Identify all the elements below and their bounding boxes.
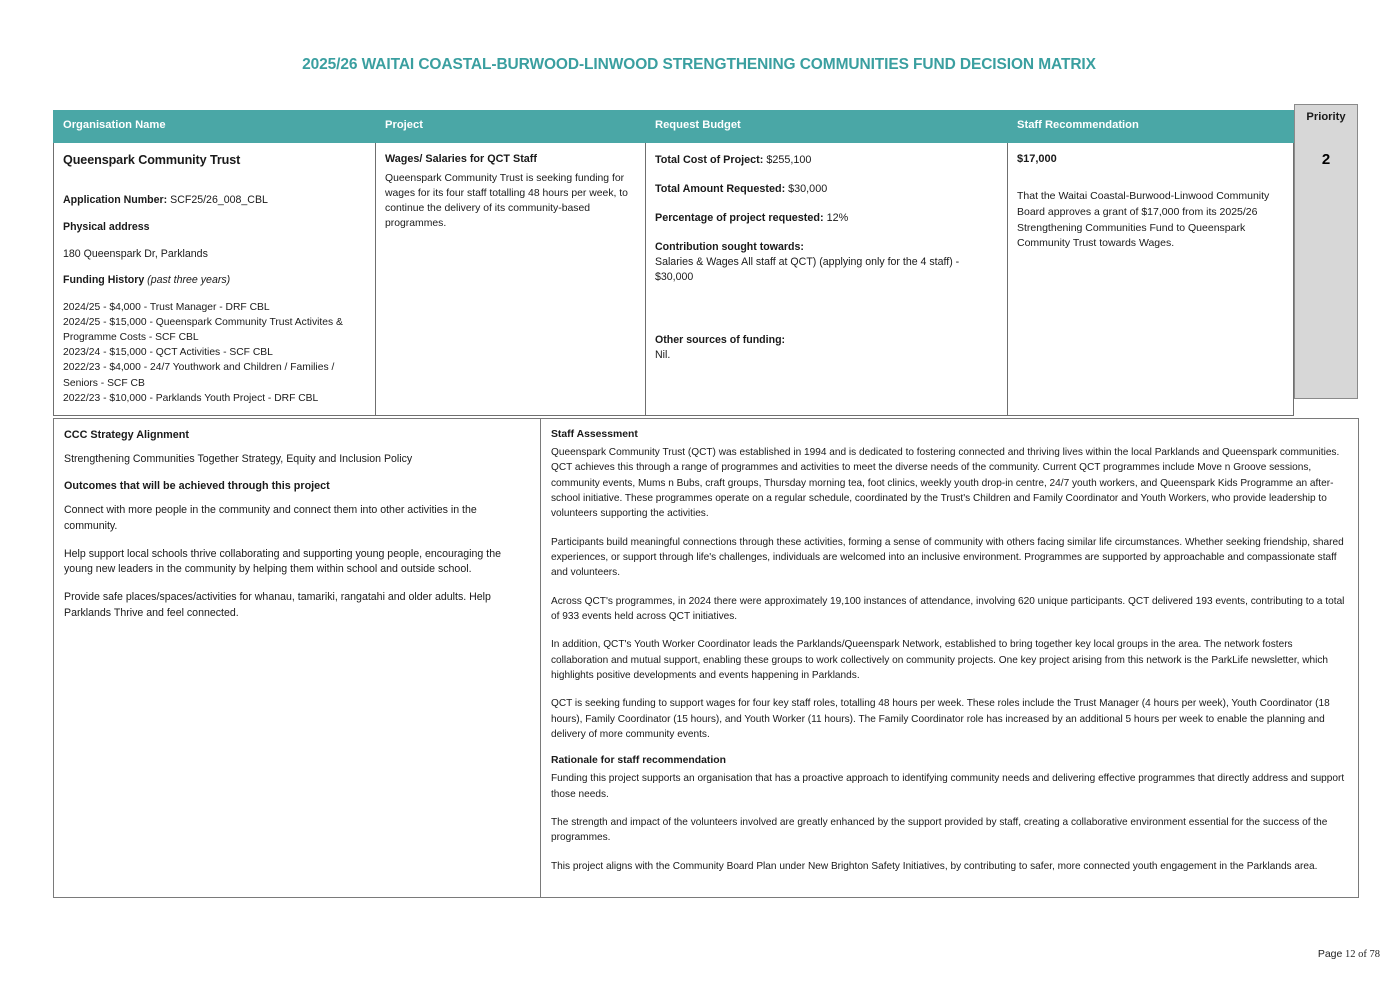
outcomes-heading: Outcomes that will be achieved through this project xyxy=(64,480,330,493)
strategy-heading: CCC Strategy Alignment xyxy=(64,429,189,441)
column-header-priority: Priority xyxy=(1306,111,1346,123)
rationale-heading: Rationale for staff recommendation xyxy=(551,755,726,767)
rationale-paragraph: This project aligns with the Community Board Plan under New Brighton Safety Initiatives, by contributing to safer, more connected youth engagement in the Parklands area. xyxy=(551,860,1318,872)
contribution-label: Contribution sought towards: xyxy=(655,241,804,254)
contribution-value: Salaries & Wages All staff at QCT) (applying only for the 4 staff) - $30,000 xyxy=(655,256,960,284)
recommendation-amount: $17,000 xyxy=(1017,153,1057,165)
percentage-of-project-requested xyxy=(655,211,998,226)
percentage-label: Percentage of project requested: xyxy=(655,212,824,225)
list-item: 2024/25 - $4,000 - Trust Manager - DRF CBL xyxy=(63,301,270,313)
detail-panels-table xyxy=(53,418,1359,898)
page-footer xyxy=(1318,948,1380,960)
outcome-item: Help support local schools thrive collaborating and supporting young people, encouraging the young new leaders in the community by helping them within school and outside school. xyxy=(64,547,501,575)
priority-value: 2 xyxy=(1321,151,1331,168)
percentage-value: 12% xyxy=(826,212,849,225)
column-header-request-budget: Request Budget xyxy=(646,111,1008,143)
assessment-paragraph: Across QCT's programmes, in 2024 there were approximately 19,100 instances of attendance, involving 620 unique participants. QCT delivered 193 events, contributing to a total of 933 events held across QCT initiatives. xyxy=(551,595,1345,622)
funding-history-list xyxy=(63,300,366,406)
decision-matrix-table xyxy=(53,110,1294,416)
application-number xyxy=(63,193,366,207)
assessment-paragraph: In addition, QCT's Youth Worker Coordinator leads the Parklands/Queenspark Network, established to bring together key local groups in the area. The network fosters collaboration and mutual support, enabling these groups to work collectively on community projects. One key project arising from this network is the ParkLife newsletter, which highlights positive developments and events happening in Parklands. xyxy=(551,639,1329,681)
strategy-alignment-text: Strengthening Communities Together Strategy, Equity and Inclusion Policy xyxy=(64,453,413,465)
physical-address-value: 180 Queenspark Dr, Parklands xyxy=(63,247,208,260)
footer-page-of: of xyxy=(1358,949,1367,960)
funding-history-label: Funding History xyxy=(63,273,145,286)
table-row xyxy=(54,143,1294,416)
column-header-organisation: Organisation Name xyxy=(54,111,376,143)
footer-page-number: 12 xyxy=(1345,949,1356,960)
assessment-paragraph: Queenspark Community Trust (QCT) was established in 1994 and is dedicated to fostering connected and thriving lives within the local Parklands and Queenspark communities. QCT achieves this through a range of programmes and activities to meet the diverse needs of the community. Current QCT programmes include Move n Groove sessions, community events, Mums n Bubs, craft groups, Thursday morning tea, foot clinics, weekly youth drop-in centre, 24/7 youth workers, and Queenspark Kids Programme an after-school initiative. These programmes operate on a regular schedule, coordinated by the Trust's Children and Family Coordinator and Youth Workers, who provide leadership to volunteers supporting the activities. xyxy=(551,447,1340,520)
column-header-staff-recommendation: Staff Recommendation xyxy=(1008,111,1294,143)
assessment-heading: Staff Assessment xyxy=(551,429,638,440)
table-header-row xyxy=(54,111,1294,143)
other-sources-label: Other sources of funding: xyxy=(655,334,786,347)
list-item: 2023/24 - $15,000 - QCT Activities - SCF CBL xyxy=(63,347,273,359)
budget-spacer xyxy=(655,299,998,333)
funding-history-note: (past three years) xyxy=(147,273,231,286)
total-requested-value: $30,000 xyxy=(788,183,828,196)
cell-ccc-strategy-alignment xyxy=(54,419,541,898)
application-number-label: Application Number: xyxy=(63,194,168,206)
project-title: Wages/ Salaries for QCT Staff xyxy=(385,153,537,165)
cell-project xyxy=(376,143,646,416)
list-item: 2022/23 - $4,000 - 24/7 Youthwork and Children / Families / Seniors - SCF CB xyxy=(63,362,335,389)
organisation-name: Queenspark Community Trust xyxy=(63,153,241,167)
recommendation-text: That the Waitai Coastal-Burwood-Linwood Community Board approves a grant of $17,000 from its 2025/26 Strengthening Communities Fund to Queenspark Community Trust towards Wages. xyxy=(1017,190,1270,250)
rationale-paragraph: Funding this project supports an organisation that has a proactive approach to identifying community needs and delivering effective programmes that directly address and support those needs. xyxy=(551,773,1345,800)
total-amount-requested xyxy=(655,182,998,197)
other-sources-value: Nil. xyxy=(655,349,671,362)
other-sources-of-funding xyxy=(655,333,998,363)
outcome-item: Connect with more people in the community and connect them into other activities in the community. xyxy=(64,504,477,532)
rationale-paragraph: The strength and impact of the volunteers involved are greatly enhanced by the support provided by staff, creating a collaborative environment essential for the success of the programmes. xyxy=(551,816,1328,844)
application-number-value: SCF25/26_008_CBL xyxy=(170,194,268,206)
page-title: 2025/26 WAITAI COASTAL-BURWOOD-LINWOOD STRENGTHENING COMMUNITIES FUND DECISION MATRIX xyxy=(302,56,1096,73)
total-cost-label: Total Cost of Project: xyxy=(655,154,764,166)
list-item: 2022/23 - $10,000 - Parklands Youth Project - DRF CBL xyxy=(63,392,319,404)
table-row xyxy=(54,419,1359,898)
priority-column xyxy=(1294,104,1358,399)
list-item: 2024/25 - $15,000 - Queenspark Community Trust Activites & Programme Costs - SCF CBL xyxy=(63,317,343,344)
project-description: Queenspark Community Trust is seeking funding for wages for its four staff totalling 48 hours per week, to continue the delivery of its community-based programmes. xyxy=(385,173,628,229)
funding-history-heading xyxy=(63,273,366,287)
assessment-paragraph: QCT is seeking funding to support wages for four key staff roles, totalling 48 hours per week. These roles include the Trust Manager (4 hours per week), Youth Coordinator (18 hours), Family Coordinator (15 hours), and Youth Worker (11 hours). The Family Coordinator role has increased by an additional 5 hours per week to enable the planning and delivery of more community events. xyxy=(551,698,1330,740)
cell-staff-assessment xyxy=(541,419,1359,898)
total-cost-value: $255,100 xyxy=(766,154,812,166)
cell-organisation xyxy=(54,143,376,416)
physical-address-label: Physical address xyxy=(63,221,150,234)
total-requested-label: Total Amount Requested: xyxy=(655,183,786,196)
contribution-sought xyxy=(655,240,998,285)
cell-request-budget xyxy=(646,143,1008,416)
footer-page-label: Page xyxy=(1317,948,1343,960)
total-cost-of-project xyxy=(655,153,998,168)
cell-staff-recommendation xyxy=(1008,143,1294,416)
footer-page-total: 78 xyxy=(1369,949,1380,960)
column-header-project: Project xyxy=(376,111,646,143)
assessment-paragraph: Participants build meaningful connections through these activities, forming a sense of community with others facing similar life circumstances. Whether seeking friendship, shared experiences, or support through life's challenges, individuals are welcomed into an inclusive environment. Programmes are supported by approachable and compassionate staff and volunteers. xyxy=(551,536,1344,579)
outcome-item: Provide safe places/spaces/activities for whanau, tamariki, rangatahi and older adults. Help Parklands Thrive and feel connected. xyxy=(64,591,491,619)
